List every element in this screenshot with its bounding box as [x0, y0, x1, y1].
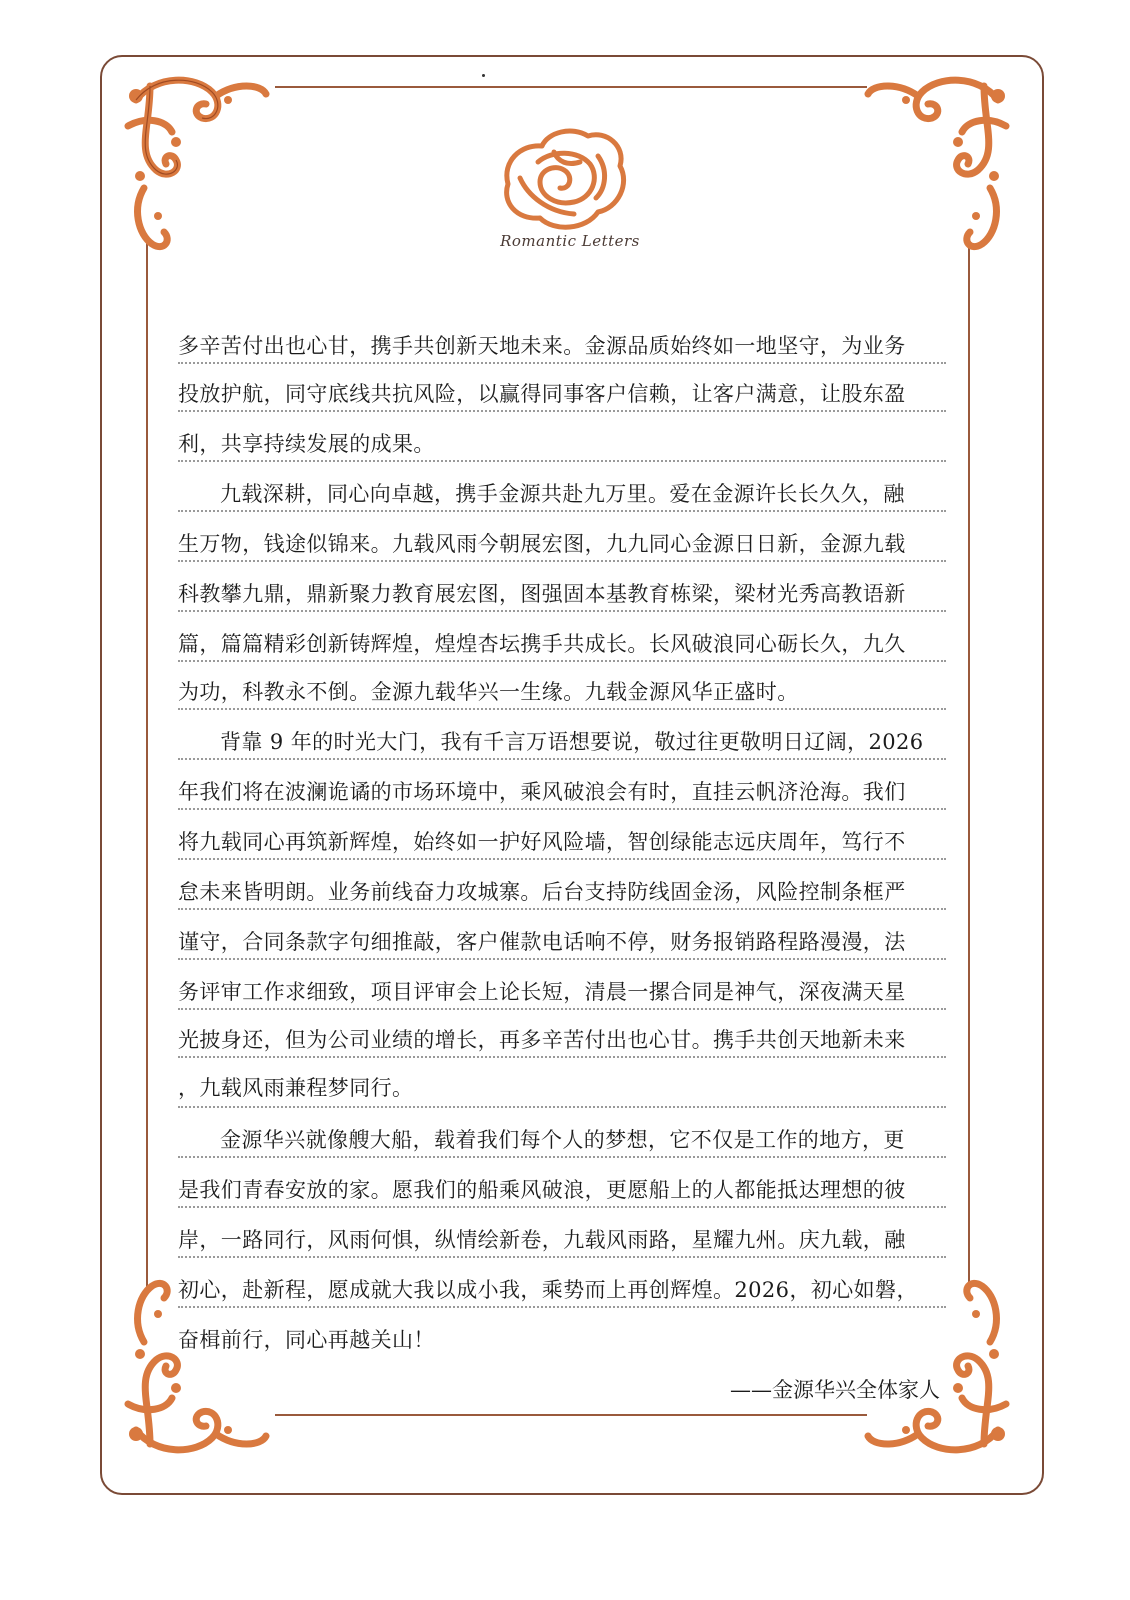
letter-line: 科教攀九鼎，鼎新聚力教育展宏图，图强固本基教育栋梁，梁材光秀高教语新	[178, 582, 906, 606]
ruled-line	[178, 610, 946, 612]
ruled-line	[178, 1008, 946, 1010]
letter-line: 谨守，合同条款字句细推敲，客户催款电话响不停，财务报销路程路漫漫，法	[178, 930, 906, 954]
ruled-line	[178, 460, 946, 462]
bottom-border-line	[275, 1414, 867, 1416]
corner-ornament-top-right	[858, 66, 1018, 256]
corner-ornament-top-left	[116, 66, 276, 256]
letter-line: 金源华兴就像艘大船，载着我们每个人的梦想，它不仅是工作的地方，更	[220, 1128, 905, 1152]
letter-line: 将九载同心再筑新辉煌，始终如一护好风险墙，智创绿能志远庆周年，笃行不	[178, 830, 906, 854]
letter-line: 是我们青春安放的家。愿我们的船乘风破浪，更愿船上的人都能抵达理想的彼	[178, 1178, 906, 1202]
brand-script: Romantic Letters	[500, 232, 640, 250]
letter-line: 利，共享持续发展的成果。	[178, 432, 435, 456]
ruled-line	[178, 410, 946, 412]
ruled-line	[178, 510, 946, 512]
ruled-line	[178, 808, 946, 810]
ruled-line	[178, 1156, 946, 1158]
right-border-line	[968, 236, 970, 1290]
ruled-line	[178, 560, 946, 562]
ruled-line	[178, 958, 946, 960]
letter-line: ，九载风雨兼程梦同行。	[178, 1076, 414, 1100]
top-border-line	[275, 86, 867, 88]
letter-line: 投放护航，同守底线共抗风险，以赢得同事客户信赖，让客户满意，让股东盈	[178, 382, 906, 406]
ruled-line	[178, 758, 946, 760]
ruled-line	[178, 1206, 946, 1208]
ruled-line	[178, 362, 946, 364]
signature: ——金源华兴全体家人	[730, 1378, 940, 1402]
ruled-line	[178, 908, 946, 910]
letter-line: 篇，篇篇精彩创新铸辉煌，煌煌杏坛携手共成长。长风破浪同心砺长久，九久	[178, 632, 906, 656]
ruled-line	[178, 1056, 946, 1058]
letter-line: 九载深耕，同心向卓越，携手金源共赴九万里。爱在金源许长长久久，融	[220, 482, 905, 506]
letter-line: 为功，科教永不倒。金源九载华兴一生缘。九载金源风华正盛时。	[178, 680, 799, 704]
letter-line: 怠未来皆明朗。业务前线奋力攻城寨。后台支持防线固金汤，风险控制条框严	[178, 880, 906, 904]
ruled-line	[178, 1106, 946, 1108]
ruled-line	[178, 1306, 946, 1308]
speck	[482, 74, 485, 77]
letter-line: 初心，赴新程，愿成就大我以成小我，乘势而上再创辉煌。2026，初心如磐，	[178, 1278, 918, 1302]
ruled-line	[178, 1256, 946, 1258]
ruled-line	[178, 858, 946, 860]
letter-line: 多辛苦付出也心甘，携手共创新天地未来。金源品质始终如一地坚守，为业务	[178, 334, 906, 358]
ruled-line	[178, 708, 946, 710]
letter-line: 年我们将在波澜诡谲的市场环境中，乘风破浪会有时，直挂云帆济沧海。我们	[178, 780, 906, 804]
letter-line: 岸，一路同行，风雨何惧，纵情绘新卷，九载风雨路，星耀九州。庆九载，融	[178, 1228, 906, 1252]
rose-icon	[498, 122, 632, 238]
letter-line: 生万物，钱途似锦来。九载风雨今朝展宏图，九九同心金源日日新，金源九载	[178, 532, 906, 556]
letter-line: 光披身还，但为公司业绩的增长，再多辛苦付出也心甘。携手共创天地新未来	[178, 1028, 906, 1052]
letter-line: 务评审工作求细致，项目评审会上论长短，清晨一摞合同是神气，深夜满天星	[178, 980, 906, 1004]
letter-line: 背靠 9 年的时光大门，我有千言万语想要说，敬过往更敬明日辽阔，2026	[220, 730, 924, 754]
left-border-line	[146, 236, 148, 1290]
letter-line: 奋楫前行，同心再越关山！	[178, 1328, 435, 1352]
ruled-line	[178, 660, 946, 662]
